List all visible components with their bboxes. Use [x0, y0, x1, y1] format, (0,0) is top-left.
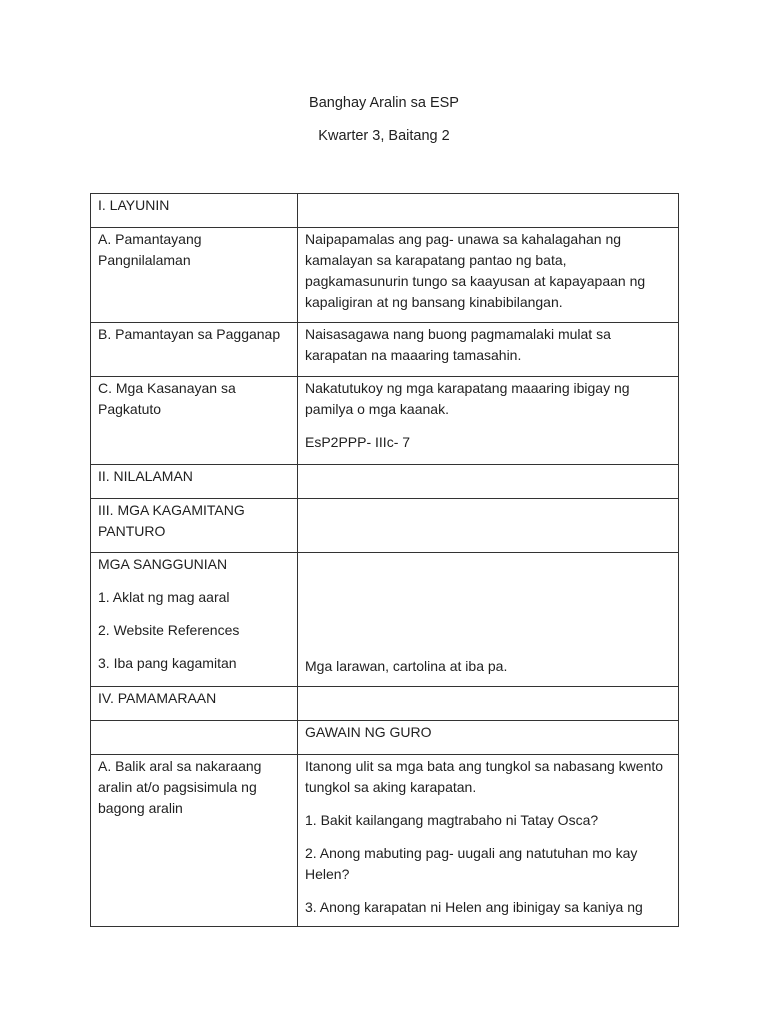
lesson-plan-table	[90, 193, 679, 927]
document-subtitle: Kwarter 3, Baitang 2	[318, 128, 450, 144]
balik-aral-label: A. Balik aral sa nakaraang aralin at/o pagsisimula ng bagong aralin	[91, 755, 298, 927]
layunin-value	[298, 194, 679, 228]
gawain-ng-guro-header: GAWAIN NG GURO	[298, 721, 679, 755]
kagamitang-panturo-label: III. MGA KAGAMITANG PANTURO	[91, 499, 298, 553]
table-row-kasanayan-sa-pagkatuto	[91, 377, 679, 465]
nilalaman-value	[298, 465, 679, 499]
gawain-header-left	[91, 721, 298, 755]
table-row-balik-aral	[91, 755, 679, 927]
balik-aral-question-2: 2. Anong mabuting pag- uugali ang natutuhan mo kay Helen?	[305, 845, 638, 882]
kasanayan-sa-pagkatuto-cell	[298, 377, 679, 465]
kagamitang-panturo-value	[298, 499, 679, 553]
pamantayan-sa-pagganap-value: Naisasagawa nang buong pagmamalaki mulat sa karapatan na maaaring tamasahin.	[298, 323, 679, 377]
balik-aral-cell	[298, 755, 679, 927]
pamantayang-pangnilalaman-label: A. Pamantayang Pangnilalaman	[91, 228, 298, 323]
iba-pang-kagamitan-value: Mga larawan, cartolina at iba pa.	[305, 658, 508, 674]
pamamaraan-label: IV. PAMAMARAAN	[91, 687, 298, 721]
pamamaraan-value	[298, 687, 679, 721]
table-row-nilalaman	[91, 465, 679, 499]
sanggunian-item-aklat: 1. Aklat ng mag aaral	[98, 589, 230, 605]
table-row-pamantayang-pangnilalaman	[91, 228, 679, 323]
pamantayang-pangnilalaman-value: Naipapamalas ang pag- unawa sa kahalagahan ng kamalayan sa karapatang pantao ng bata, pagkamasunurin tungo sa kaayusan at kapayapaan ng kapaligiran at ng bansang kinabibilangan.	[298, 228, 679, 323]
table-row-sanggunian	[91, 553, 679, 687]
table-row-kagamitang-panturo	[91, 499, 679, 553]
nilalaman-label: II. NILALAMAN	[91, 465, 298, 499]
balik-aral-question-1: 1. Bakit kailangang magtrabaho ni Tatay Osca?	[305, 812, 599, 828]
table-row-layunin	[91, 194, 679, 228]
table-row-pamamaraan	[91, 687, 679, 721]
kasanayan-sa-pagkatuto-value: Nakatutukoy ng mga karapatang maaaring ibigay ng pamilya o mga kaanak.	[305, 380, 630, 417]
balik-aral-intro: Itanong ulit sa mga bata ang tungkol sa nabasang kwento tungkol sa aking karapatan.	[305, 758, 664, 795]
table-row-gawain-header	[91, 721, 679, 755]
sanggunian-value-cell	[298, 553, 679, 687]
kasanayan-sa-pagkatuto-label: C. Mga Kasanayan sa Pagkatuto	[91, 377, 298, 465]
sanggunian-cell	[91, 553, 298, 687]
sanggunian-item-website: 2. Website References	[98, 622, 240, 638]
document-title: Banghay Aralin sa ESP	[309, 95, 459, 111]
table-row-pamantayan-sa-pagganap	[91, 323, 679, 377]
kasanayan-code: EsP2PPP- IIIc- 7	[305, 434, 411, 450]
pamantayan-sa-pagganap-label: B. Pamantayan sa Pagganap	[91, 323, 298, 377]
layunin-label: I. LAYUNIN	[91, 194, 298, 228]
balik-aral-question-3: 3. Anong karapatan ni Helen ang ibinigay sa kaniya ng	[305, 899, 643, 915]
sanggunian-label: MGA SANGGUNIAN	[98, 556, 228, 572]
sanggunian-item-iba-pang-kagamitan: 3. Iba pang kagamitan	[98, 655, 237, 671]
